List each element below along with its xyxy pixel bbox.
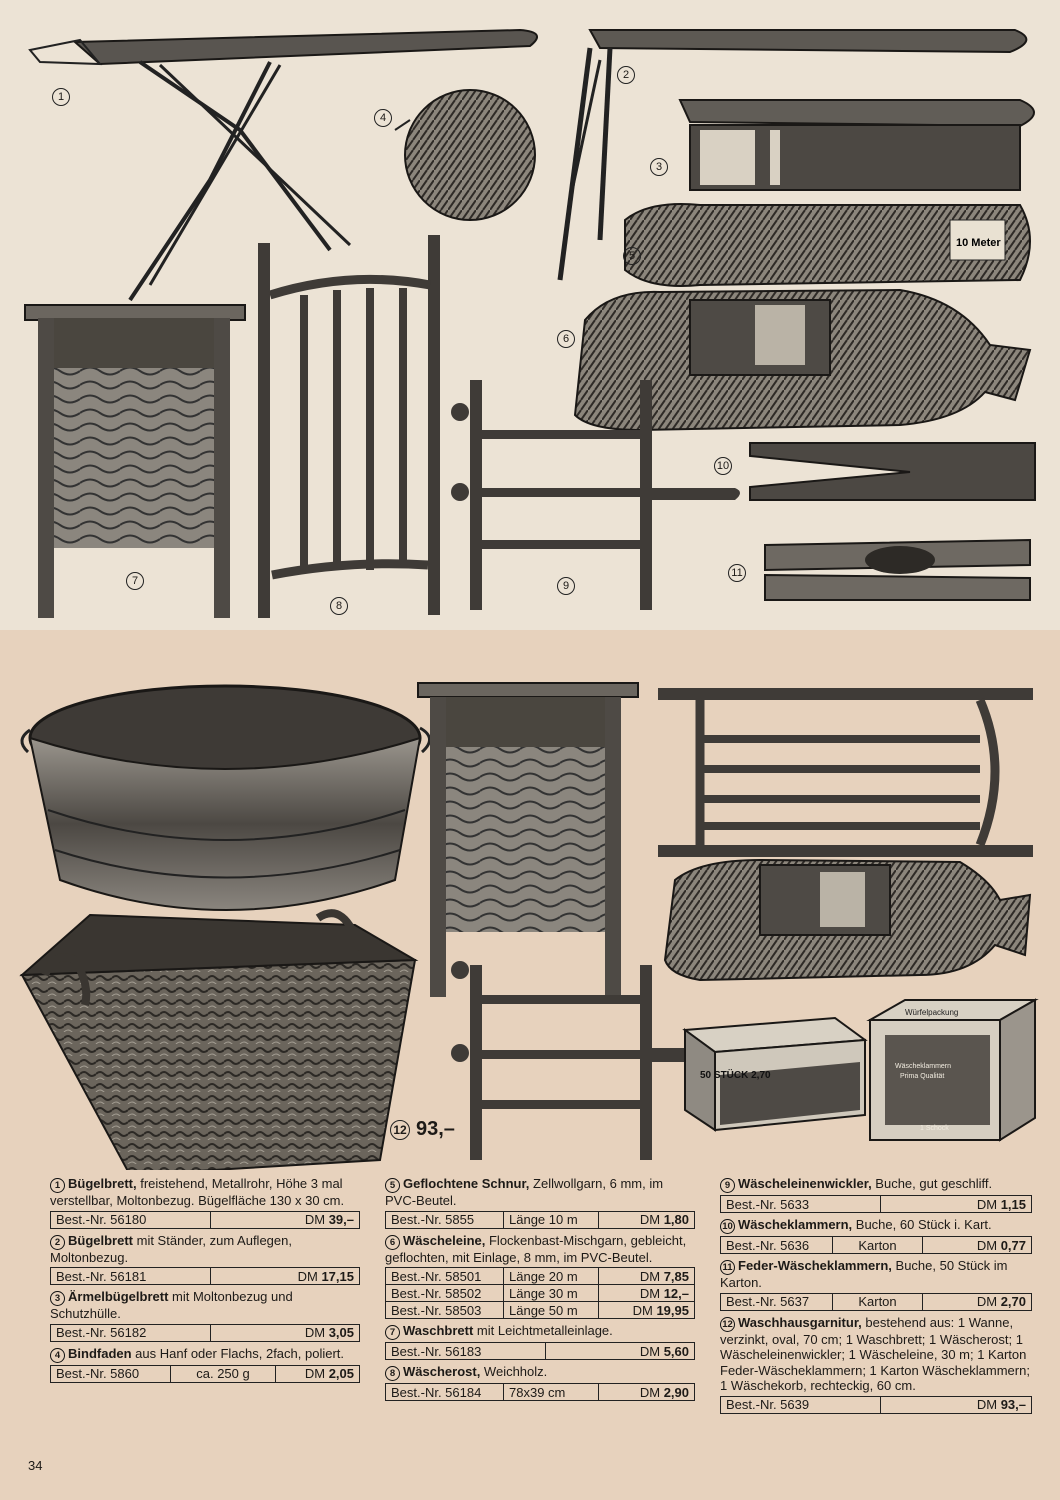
item-number: 8 — [385, 1366, 400, 1381]
order-row — [386, 1343, 695, 1360]
figure-number-12: 12 — [390, 1120, 410, 1140]
laundry-basket — [22, 913, 415, 1170]
price-label: DM — [976, 1196, 998, 1212]
item-number: 2 — [50, 1235, 65, 1250]
item-description: mit Moltonbezug und Schutzhülle. — [50, 1289, 293, 1321]
twine-ball — [395, 90, 535, 220]
figure-number-6: 6 — [557, 330, 575, 348]
box-label-prima: Prima Qualität — [900, 1073, 945, 1080]
item-number: 11 — [720, 1260, 735, 1275]
item-name: Bügelbrett, — [68, 1176, 137, 1191]
price-label: DM — [304, 1212, 326, 1227]
price-value: 1,80 — [663, 1212, 689, 1227]
item-ironing-board — [50, 1176, 360, 1229]
order-table — [385, 1211, 695, 1229]
item-laundry-set — [720, 1315, 1032, 1414]
order-table — [720, 1195, 1032, 1213]
item-description: bestehend aus: 1 Wanne, verzinkt, oval, 70 cm; 1 Waschbrett; 1 Wäscherost; 1 Wäscheleinenwickler; 1 Wäscheleine, 30 m; 1 Karton Feder-Wäscheklammern; 1 Karton Wäscheklammern; 1 Wäschekorb, rechteckig, 60 cm. — [720, 1314, 1030, 1393]
price-value: 3,05 — [328, 1325, 354, 1340]
description-column-1 — [50, 1176, 360, 1387]
order-number: Best.-Nr. 58503 — [386, 1302, 504, 1319]
clothespin-box-cube — [870, 1000, 1035, 1140]
price-label: DM — [976, 1397, 998, 1412]
clothespin-wooden — [750, 443, 1035, 500]
order-number: Best.-Nr. 56184 — [386, 1384, 504, 1401]
set-price-label — [390, 1118, 455, 1141]
item-number: 3 — [50, 1291, 65, 1306]
clothespin-box-60 — [685, 1018, 865, 1130]
figure-number-2: 2 — [617, 66, 635, 84]
price-label: DM — [297, 1268, 318, 1284]
order-number: Best.-Nr. 58501 — [386, 1268, 504, 1285]
price-value: 2,90 — [663, 1384, 689, 1400]
item-ironing-board-stand — [50, 1233, 360, 1286]
price-value: 7,85 — [663, 1268, 689, 1284]
rope-tag-label: 10 Meter — [956, 237, 1001, 249]
braided-cord-pack — [625, 204, 1030, 286]
order-row — [51, 1324, 360, 1341]
order-detail: Länge 50 m — [504, 1302, 599, 1319]
item-description: Buche, gut geschliff. — [871, 1176, 993, 1191]
price-label: DM — [304, 1366, 326, 1381]
item-name: Wäscheleine, — [403, 1232, 486, 1248]
item-number: 12 — [720, 1317, 735, 1332]
order-number: Best.-Nr. 56181 — [51, 1268, 211, 1285]
order-detail: 78x39 cm — [504, 1384, 599, 1401]
price-label: DM — [639, 1343, 661, 1359]
item-clothesline — [385, 1233, 695, 1320]
price-value: 12,– — [663, 1285, 689, 1301]
item-name: Bindfaden — [68, 1345, 132, 1361]
item-number: 5 — [385, 1178, 400, 1193]
order-number: Best.-Nr. 56180 — [51, 1211, 211, 1228]
clothesline-pack-bottom — [665, 860, 1030, 980]
item-number: 7 — [385, 1325, 400, 1340]
item-washboard — [385, 1323, 695, 1360]
figure-number-7: 7 — [126, 572, 144, 590]
item-number: 6 — [385, 1235, 400, 1250]
item-description: mit Leichtmetalleinlage. — [473, 1323, 613, 1338]
item-number: 10 — [720, 1219, 735, 1234]
figure-number-11: 11 — [728, 564, 746, 582]
figure-number-1: 1 — [52, 88, 70, 106]
order-row — [386, 1268, 695, 1285]
item-number: 4 — [50, 1348, 65, 1363]
order-row — [721, 1196, 1032, 1213]
item-twine — [50, 1346, 360, 1383]
item-name: Waschbrett — [403, 1323, 474, 1338]
clothespin-spring — [765, 540, 1030, 600]
drying-rack-bottom — [658, 688, 1033, 857]
order-table — [50, 1324, 360, 1342]
box-label-waescheklammern: Wäscheklammern — [895, 1063, 952, 1070]
sleeve-ironing-board — [680, 100, 1034, 190]
price-label: DM — [639, 1384, 661, 1400]
washtub-oval — [22, 686, 430, 910]
price-label: DM — [632, 1302, 653, 1318]
order-row — [386, 1302, 695, 1319]
figure-number-9: 9 — [557, 577, 575, 595]
item-name: Feder-Wäscheklammern, — [738, 1258, 892, 1273]
item-description: aus Hanf oder Flachs, 2fach, poliert. — [131, 1345, 345, 1361]
figure-number-3: 3 — [650, 158, 668, 176]
price-value: 1,15 — [1000, 1196, 1026, 1212]
price-value: 39,– — [328, 1212, 354, 1227]
item-description: Weichholz. — [480, 1364, 548, 1379]
order-number: Best.-Nr. 5855 — [386, 1211, 504, 1228]
box-label-50-stueck: 50 STÜCK 2,70 — [700, 1070, 771, 1081]
price-value: 2,70 — [1000, 1294, 1026, 1309]
order-table — [385, 1383, 695, 1401]
order-detail: Länge 10 m — [504, 1211, 599, 1228]
item-clothespins — [720, 1217, 1032, 1254]
order-number: Best.-Nr. 5637 — [721, 1293, 833, 1310]
order-detail: Länge 30 m — [504, 1285, 599, 1302]
figure-number-8: 8 — [330, 597, 348, 615]
order-table — [50, 1365, 360, 1383]
set-price-value: 93,– — [416, 1118, 455, 1140]
item-sleeve-board — [50, 1289, 360, 1342]
order-number: Best.-Nr. 5639 — [721, 1396, 881, 1413]
price-label: DM — [976, 1237, 998, 1253]
order-row — [386, 1384, 695, 1401]
item-number: 1 — [50, 1178, 65, 1193]
item-name: Ärmelbügelbrett — [68, 1289, 169, 1304]
order-row — [51, 1211, 360, 1228]
order-row — [386, 1285, 695, 1302]
price-value: 17,15 — [321, 1268, 354, 1284]
price-value: 93,– — [1000, 1397, 1026, 1412]
figure-number-4: 4 — [374, 109, 392, 127]
item-name: Wäscheleinenwickler, — [738, 1176, 872, 1191]
order-row — [51, 1365, 360, 1382]
item-description: Buche, 60 Stück i. Kart. — [852, 1217, 992, 1232]
item-name: Wäscherost, — [403, 1364, 481, 1379]
item-spring-clothespins — [720, 1258, 1032, 1311]
order-table — [720, 1396, 1032, 1414]
item-description: mit Ständer, zum Auflegen, Moltonbezug. — [50, 1232, 292, 1265]
item-number: 9 — [720, 1178, 735, 1193]
price-value: 0,77 — [1000, 1237, 1026, 1253]
item-description: Zellwollgarn, 6 mm, im PVC-Beutel. — [385, 1176, 664, 1208]
order-number: Best.-Nr. 58502 — [386, 1285, 504, 1302]
item-description: freistehend, Metallrohr, Höhe 3 mal verstellbar, Moltonbezug. Bügelfläche 130 x 30 cm. — [50, 1176, 345, 1208]
price-value: 2,05 — [328, 1366, 354, 1381]
order-table — [50, 1211, 360, 1229]
line-winder-bottom — [451, 961, 700, 1160]
order-table — [720, 1293, 1032, 1311]
item-name: Waschhausgarnitur, — [738, 1314, 862, 1330]
price-label: DM — [639, 1268, 661, 1284]
order-number: Best.-Nr. 56183 — [386, 1343, 546, 1360]
order-number: Best.-Nr. 5636 — [721, 1237, 833, 1254]
drying-rack-top — [258, 235, 440, 618]
item-drying-rack — [385, 1364, 695, 1401]
order-row — [721, 1237, 1032, 1254]
order-row — [721, 1396, 1032, 1413]
order-detail: Karton — [833, 1293, 923, 1310]
washboard-bottom — [418, 683, 638, 997]
price-value: 19,95 — [656, 1302, 689, 1318]
order-row — [51, 1268, 360, 1285]
order-number: Best.-Nr. 56182 — [51, 1324, 211, 1341]
item-name: Bügelbrett — [68, 1232, 133, 1248]
order-number: Best.-Nr. 5633 — [721, 1196, 881, 1213]
item-line-winder — [720, 1176, 1032, 1213]
order-table — [720, 1236, 1032, 1254]
order-detail: Länge 20 m — [504, 1268, 599, 1285]
box-label-wuerfelpackung: Würfelpackung — [905, 1008, 959, 1017]
item-description: Buche, 50 Stück im Karton. — [720, 1258, 1008, 1290]
order-detail: ca. 250 g — [171, 1365, 276, 1382]
price-label: DM — [304, 1325, 326, 1340]
item-name: Wäscheklammern, — [738, 1217, 853, 1232]
item-description: Flockenbast-Mischgarn, gebleicht, geflochten, mit Einlage, 8 mm, im PVC-Beutel. — [385, 1232, 687, 1265]
order-number: Best.-Nr. 5860 — [51, 1365, 171, 1382]
order-row — [721, 1293, 1032, 1310]
order-table — [385, 1342, 695, 1360]
item-name: Geflochtene Schnur, — [403, 1176, 530, 1191]
item-braided-cord — [385, 1176, 695, 1229]
order-table — [50, 1267, 360, 1285]
figure-number-10: 10 — [714, 457, 732, 475]
order-row — [386, 1211, 695, 1228]
order-table — [385, 1267, 695, 1319]
price-value: 5,60 — [663, 1343, 689, 1359]
box-label-schock: 1 Schock — [920, 1125, 949, 1132]
price-label: DM — [976, 1294, 998, 1309]
figure-number-5: 5 — [623, 247, 641, 265]
page-number: 34 — [28, 1458, 43, 1473]
price-label: DM — [639, 1285, 661, 1301]
price-label: DM — [639, 1212, 661, 1227]
description-column-3 — [720, 1176, 1032, 1418]
description-column-2 — [385, 1176, 695, 1405]
order-detail: Karton — [833, 1237, 923, 1254]
